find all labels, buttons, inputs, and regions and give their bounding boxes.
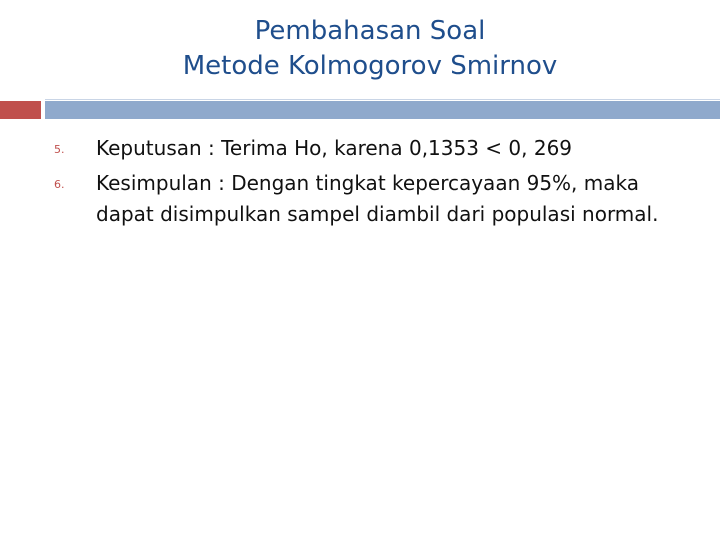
slide-title-line-1: Pembahasan Soal [254, 16, 486, 46]
accent-bar-blue [45, 101, 720, 119]
divider-line [45, 99, 720, 100]
list-item-number: 6. [54, 178, 65, 191]
list-item [54, 133, 694, 164]
list-item [54, 168, 694, 230]
list-item-text: Keputusan : Terima Ho, karena 0,1353 < 0, 269 [96, 136, 573, 160]
content-list [54, 133, 694, 234]
slide-title-line-2: Metode Kolmogorov Smirnov [182, 51, 558, 81]
list-item-text: Kesimpulan : Dengan tingkat kepercayaan 95%, maka dapat disimpulkan sampel diambil dari populasi normal. [96, 171, 659, 226]
slide-title [0, 14, 720, 84]
accent-bar-red [0, 101, 41, 119]
list-item-number: 5. [54, 143, 65, 156]
